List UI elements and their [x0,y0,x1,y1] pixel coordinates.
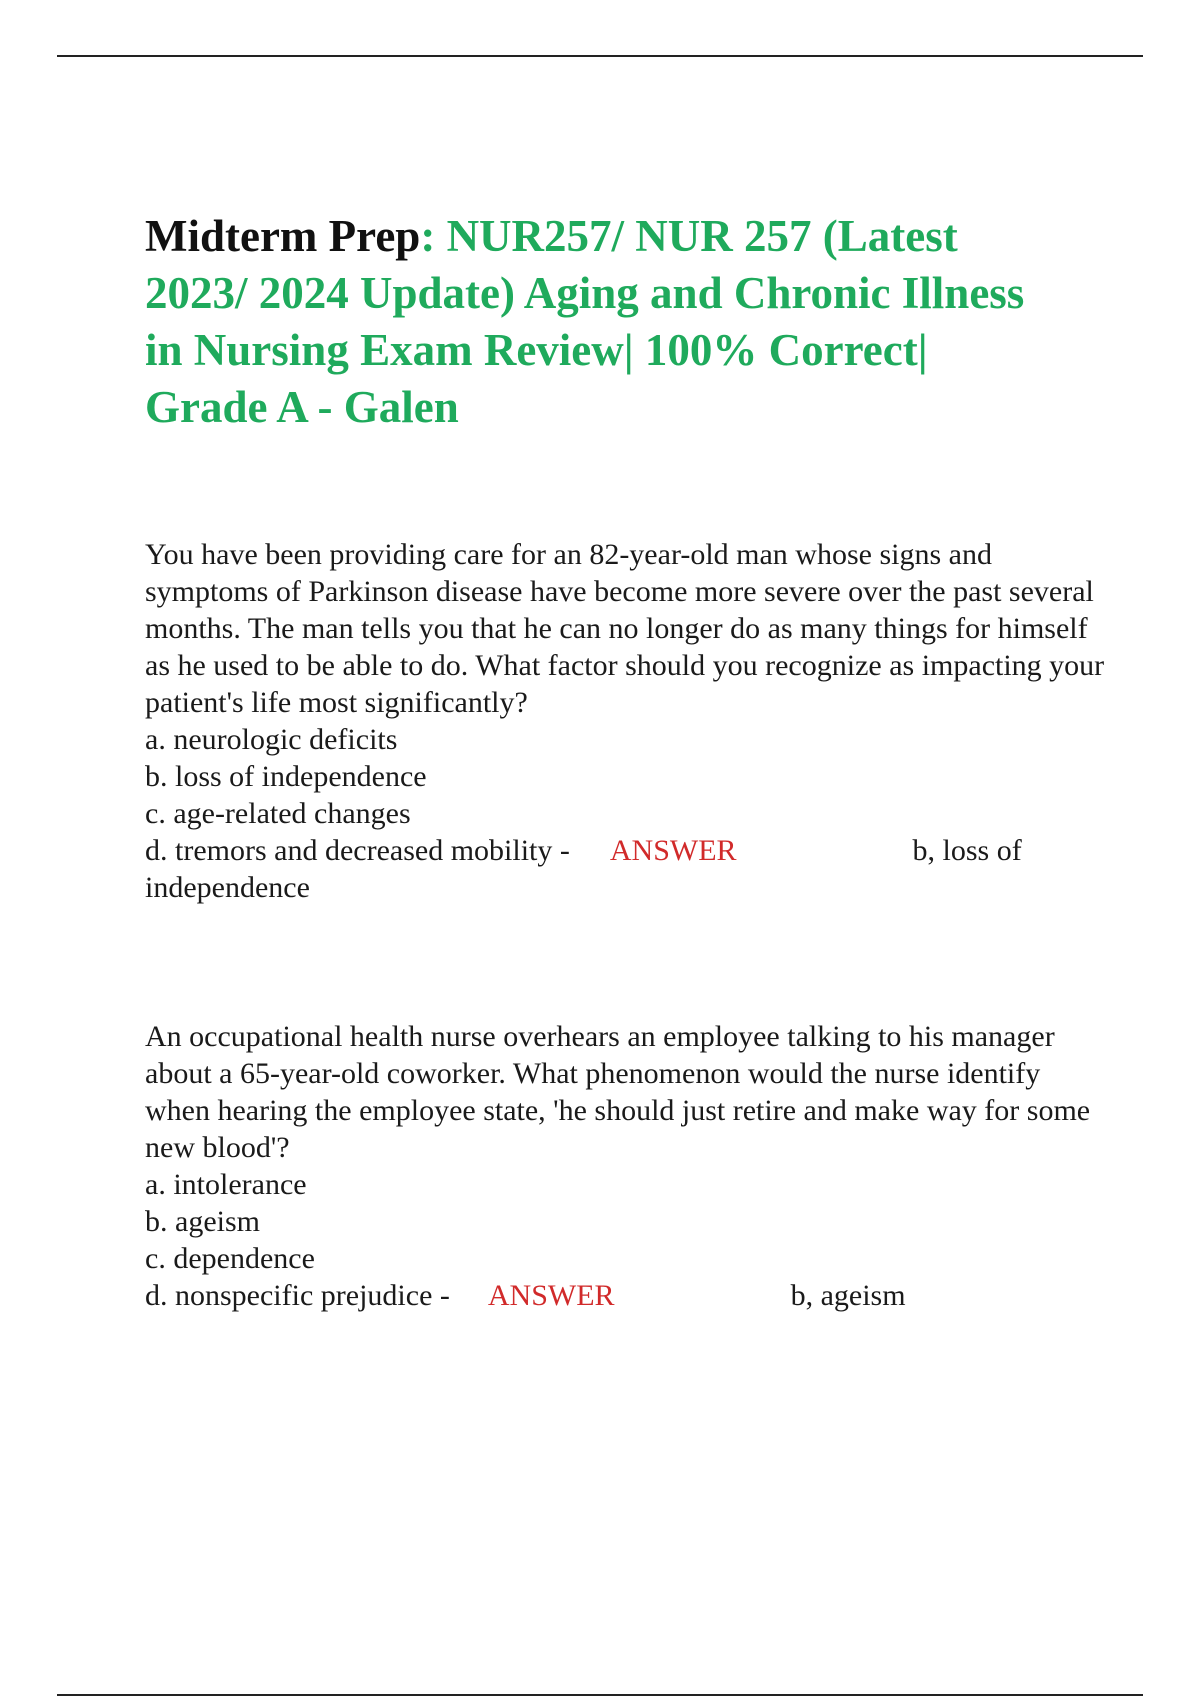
question-block-1 [145,536,1105,906]
option-a: a. neurologic deficits [145,723,398,756]
option-a: a. intolerance [145,1168,307,1201]
answer-label: ANSWER [487,1279,615,1312]
title-course: : NUR257/ NUR 257 (Latest 2023/ 2024 Update) Aging and Chronic Illness in Nursing Exam Review| 100% Correct| Grade A - Galen [145,211,1025,432]
option-b: b. loss of independence [145,760,427,793]
option-b: b. ageism [145,1205,260,1238]
option-list [145,1166,1105,1314]
question-block-2 [145,1018,1105,1314]
bottom-divider [57,1694,1143,1696]
question-text: An occupational health nurse overhears an employee talking to his manager about a 65-year-old coworker. What phenomenon would the nurse identify when hearing the employee state, 'he should just retire and make way for some new blood'? [145,1020,1091,1164]
option-d: d. nonspecific prejudice - [145,1279,450,1312]
answer-text: b, ageism [790,1279,906,1312]
option-d-with-answer [145,832,1105,906]
question-text: You have been providing care for an 82-year-old man whose signs and symptoms of Parkinson disease have become more severe over the past several months. The man tells you that he can no longer do as many things for himself as he used to be able to do. What factor should you recognize as impacting your patient's life most significantly? [145,538,1105,719]
option-d-with-answer [145,1277,1105,1314]
option-c: c. dependence [145,1242,315,1275]
answer-label: ANSWER [609,834,737,867]
document-title [145,208,1045,436]
option-list [145,721,1105,906]
option-c: c. age-related changes [145,797,411,830]
top-divider [57,55,1143,57]
answer-text: b, loss of independence [145,834,1022,904]
option-d: d. tremors and decreased mobility - [145,834,570,867]
title-lead: Midterm Prep [145,211,421,261]
